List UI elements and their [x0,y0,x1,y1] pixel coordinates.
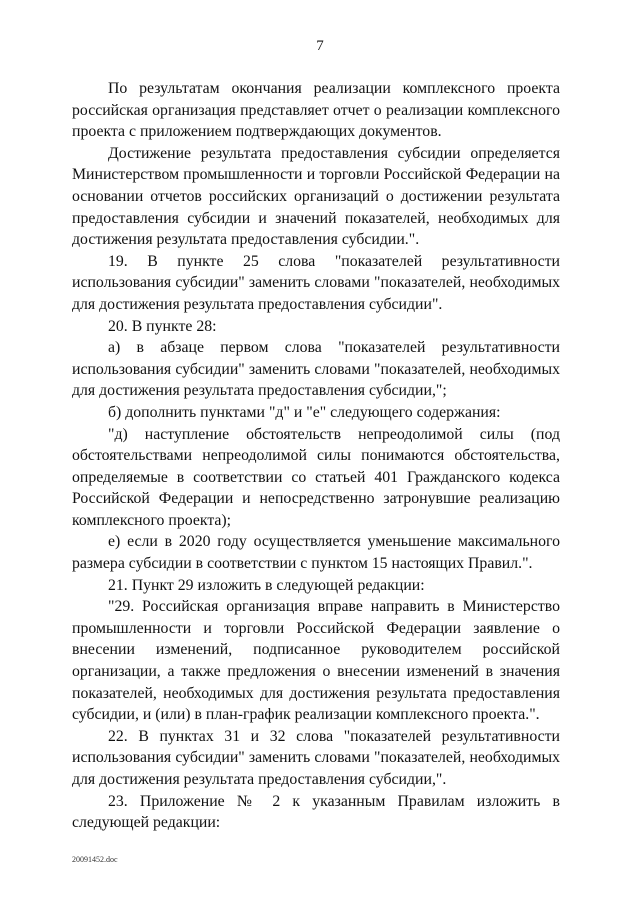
paragraph-item-e: е) если в 2020 году осуществляется уменьшение максимального размера субсидии в соответствии с пунктом 15 настоящих Правил.". [72,533,560,573]
document-file-id: 20091452.doc [72,855,118,864]
paragraph-result-achievement: Достижение результата предоставления субсидии определяется Министерством промышленности и торговли Российской Федерации на основании отчетов российских организаций о достижении результата предоставления субсидии и значений показателей, необходимых для достижения результата предоставления субсидии.". [72,144,560,249]
paragraph-item-d: "д) наступление обстоятельств непреодолимой силы (под обстоятельствами непреодолимой силы понимаются обстоятельства, определяемые в соответствии со статьей 401 Гражданского кодекса Российской Федерации и непосредственно затронувшие реализацию комплексного проекта); [72,425,560,529]
paragraph-item-20-a: а) в абзаце первом слова "показателей результативности использования субсидии" заменить словами "показателей, необходимых для достижения результата предоставления субсидии,"; [72,339,560,400]
paragraph-item-29-text: "29. Российская организация вправе направить в Министерство промышленности и торговли Российской Федерации заявление о внесении изменений, подписанное руководителем российской организации, а также предложения о внесении изменений в значения показателей, необходимых для достижения результата предоставления субсидии, и (или) в план-график реализации комплексного проекта.". [72,598,560,724]
paragraph-final-report: По результатам окончания реализации комплексного проекта российская организация представляет отчет о реализации комплексного проекта с приложением подтверждающих документов. [72,80,560,141]
paragraph-item-20: 20. В пункте 28: [108,317,217,335]
paragraph-item-21: 21. Пункт 29 изложить в следующей редакции: [108,576,425,594]
page-number: 7 [316,38,324,54]
paragraph-item-19: 19. В пункте 25 слова "показателей результативности использования субсидии" заменить словами "показателей, необходимых для достижения результата предоставления субсидии". [72,252,560,313]
paragraph-item-23: 23. Приложение № 2 к указанным Правилам изложить в следующей редакции: [72,792,560,832]
paragraph-item-22: 22. В пунктах 31 и 32 слова "показателей результативности использования субсидии" заменить словами "показателей, необходимых для достижения результата предоставления субсидии,". [72,727,560,788]
paragraph-item-20-b: б) дополнить пунктами "д" и "е" следующего содержания: [108,403,501,421]
document-body [72,78,560,834]
